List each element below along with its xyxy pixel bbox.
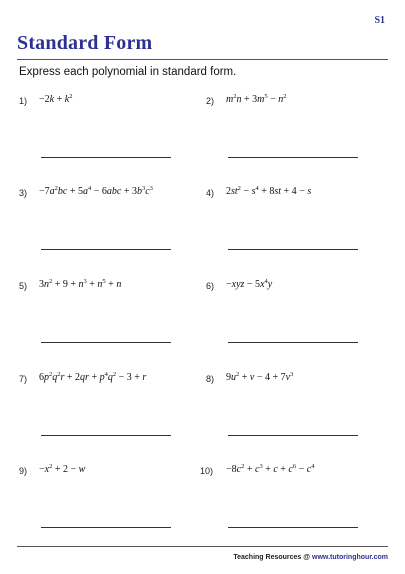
problem-number: 9): [19, 466, 28, 476]
problem-expression: $-7a^2bc + 5a^4 - 6abc + 3b^3c^3$: [39, 185, 153, 197]
sheet-code: S1: [374, 15, 385, 26]
problem-expression: $3n^2 + 9 + n^3 + n^5 + n$: [39, 278, 122, 290]
problem-expression: $2st^2 - s^4 + 8st + 4 - s$: [226, 185, 312, 197]
problem-expression: $-8c^2 + c^3 + c + c^6 - c^4$: [226, 463, 315, 475]
problem-4: [206, 185, 386, 248]
problem-number: 1): [19, 96, 28, 106]
problem-number: 3): [19, 188, 28, 198]
answer-line[interactable]: [228, 435, 358, 436]
problem-number: 8): [206, 374, 215, 384]
problem-number: 7): [19, 374, 28, 384]
answer-line[interactable]: [228, 157, 358, 158]
footer: [233, 554, 388, 561]
footer-brand: Teaching Resources @: [233, 554, 313, 561]
answer-line[interactable]: [41, 527, 171, 528]
problem-1: [19, 93, 199, 156]
answer-line[interactable]: [228, 342, 358, 343]
problem-10: [200, 463, 380, 526]
problem-expression: $-2k + k^2$: [39, 93, 73, 105]
problem-3: [19, 185, 199, 248]
problem-expression: $m^2n + 3m^5 - n^2$: [226, 93, 287, 105]
problem-6: [206, 278, 386, 341]
answer-line[interactable]: [41, 249, 171, 250]
problem-number: 6): [206, 281, 215, 291]
problem-2: [206, 93, 386, 156]
instructions: Express each polynomial in standard form.: [19, 66, 237, 78]
problem-expression: $6p^2q^2r + 2qr + p^4q^2 - 3 + r$: [39, 371, 147, 383]
page-title: Standard Form: [17, 32, 153, 54]
problem-5: [19, 278, 199, 341]
footer-site-link[interactable]: www.tutoringhour.com: [312, 554, 388, 561]
problem-number: 2): [206, 96, 215, 106]
problem-expression: $-xyz - 5x^4y$: [226, 278, 273, 290]
answer-line[interactable]: [41, 435, 171, 436]
problem-8: [206, 371, 386, 434]
problem-9: [19, 463, 199, 526]
footer-divider: [17, 546, 388, 547]
problem-expression: $-x^2 + 2 - w$: [39, 463, 86, 475]
problem-number: 10): [200, 466, 214, 476]
answer-line[interactable]: [228, 249, 358, 250]
problem-number: 5): [19, 281, 28, 291]
header-divider: [17, 59, 388, 60]
problem-number: 4): [206, 188, 215, 198]
answer-line[interactable]: [228, 527, 358, 528]
answer-line[interactable]: [41, 342, 171, 343]
problem-expression: $9u^2 + v - 4 + 7v^3$: [226, 371, 294, 383]
answer-line[interactable]: [41, 157, 171, 158]
problem-7: [19, 371, 199, 434]
